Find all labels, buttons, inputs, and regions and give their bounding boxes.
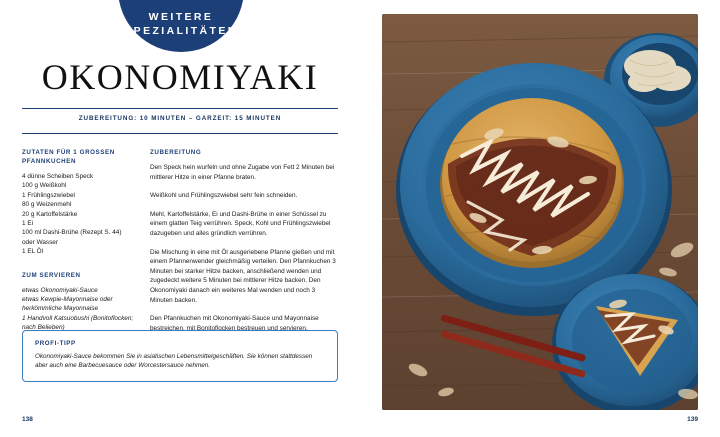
pro-tip-text: Okonomiyaki-Sauce bekommen Sie in asiatischen Lebensmittelgeschäften. Sie können stattdessen aber auch eine Barbecuesauce oder Worcestersauce nehmen. [35,353,313,370]
recipe-title: OKONOMIYAKI [41,57,319,97]
list-item: 1 Frühlingszwiebel [22,191,75,199]
list-item: 4 dünne Scheiben Speck [22,173,94,180]
step-paragraph: Den Speck hein wurfeln und ohne Zugabe von Fett 2 Minuten bei mittlerer Hitze in einer Pfanne braten. [150,164,335,181]
list-item: etwas Okonomiyaki-Sauce [22,286,98,294]
ingredients-column [22,148,134,342]
step-paragraph: Mehl, Kartoffelstärke, Ei und Dashi-Brühe in einer Schüssel zu einem glatten Teig verrühren. Speck, Kohl und Frühlingszwiebel dazugeben und alles gründlich verrühren. [150,210,331,237]
chapter-badge-line1: WEITERE [148,11,214,23]
step-paragraph: Den Pfannkuchen mit Okonomiyaki-Sauce und Mayonnaise bestreichen, mit Bonitoflocken bestreuen und servieren. [150,315,319,332]
ingredients-list [22,172,134,257]
step-paragraph: Die Mischung in eine mit Öl ausgeriebene Pfanne gießen und mit einem Pfannenwender gleichmäßig verteilen. Den Pfannkuchen 3 Minuten bei starker Hitze backen, anschließend wenden und zugedeckt weitere 5 Minuten bei mittlerer Hitze backen. Den Okonomiyaki danach ein weiteres Mal wenden und noch 3 Minuten backen. [150,248,336,304]
chapter-badge [118,0,244,52]
right-page [360,0,720,437]
list-item: 1 Ei [22,220,34,228]
list-item: etwas Kewpie-Mayonnaise oder herkömmliche Mayonnaise [22,296,113,313]
steps-heading: ZUBEREITUNG [150,149,202,156]
pro-tip-title: PROFI-TIPP [35,340,76,347]
list-item: 100 ml Dashi-Brühe (Rezept S. 44) oder Wasser [22,229,122,246]
list-item: 1 EL Öl [22,248,44,256]
serving-list [22,286,134,333]
page-number-right: 139 [687,416,698,423]
pro-tip-box [22,330,338,382]
recipe-timing: ZUBEREITUNG: 10 MINUTEN – GARZEIT: 15 MINUTEN [78,115,282,122]
divider-top [22,108,338,109]
steps-list [150,163,338,333]
ingredients-heading: ZUTATEN FÜR 1 GROSSEN PFANNKUCHEN [22,149,115,165]
serving-heading: ZUM SERVIEREN [22,271,81,279]
page-number-left: 138 [22,416,33,423]
list-item: 1 Handvoll Katsuobushi (Bonitoflocken; nach Belieben) [22,314,134,332]
serving-block [22,271,134,333]
chapter-badge-line2: SPEZIALITÄTEN [124,25,238,37]
recipe-columns [22,148,338,342]
divider-bottom [22,133,338,134]
steps-column [150,148,338,342]
list-item: 80 g Weizenmehl [22,201,72,209]
step-paragraph: Weißkohl und Frühlingszwiebel sehr fein schneiden. [150,192,298,200]
okonomiyaki-photo [382,14,698,410]
list-item: 100 g Weißkohl [22,182,67,190]
list-item: 20 g Kartoffelstärke [22,210,78,218]
